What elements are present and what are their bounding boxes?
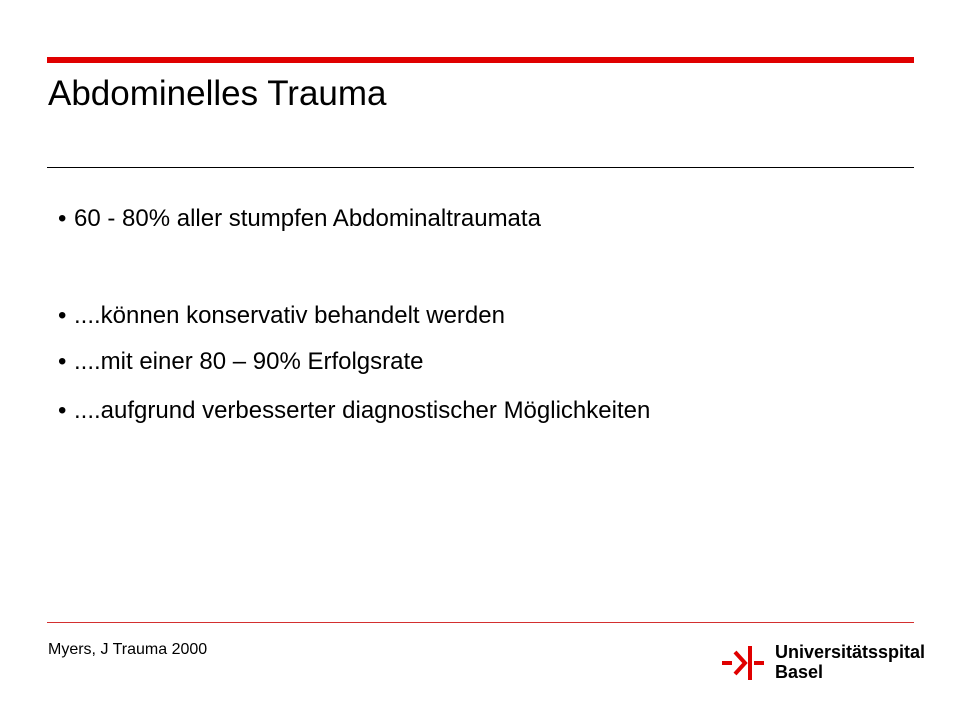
footer-divider bbox=[47, 622, 914, 623]
bullet-item bbox=[58, 347, 424, 377]
top-accent-bar bbox=[47, 57, 914, 63]
logo-line-1: Universitätsspital bbox=[775, 642, 926, 662]
title-divider bbox=[47, 167, 914, 168]
bullet-text: ....können konservativ behandelt werden bbox=[74, 302, 505, 329]
universitaetsspital-basel-logo bbox=[722, 642, 926, 686]
bullet-marker: • bbox=[58, 397, 67, 424]
slide-title: Abdominelles Trauma bbox=[48, 74, 387, 113]
logo-wordmark bbox=[775, 642, 925, 682]
bullet-marker: • bbox=[58, 302, 67, 329]
bullet-text: ....aufgrund verbesserter diagnostischer Möglichkeiten bbox=[74, 397, 651, 424]
bullet-marker: • bbox=[58, 348, 67, 375]
bullet-text: ....mit einer 80 – 90% Erfolgsrate bbox=[74, 348, 424, 375]
logo-mark-icon bbox=[722, 646, 768, 680]
bullet-item bbox=[58, 396, 650, 426]
bullet-marker: • bbox=[58, 205, 67, 232]
bullet-item bbox=[58, 204, 541, 234]
logo-line-2: Basel bbox=[775, 662, 824, 682]
citation: Myers, J Trauma 2000 bbox=[48, 641, 208, 658]
bullet-item bbox=[58, 301, 505, 331]
bullet-text: 60 - 80% aller stumpfen Abdominaltraumata bbox=[74, 205, 541, 232]
